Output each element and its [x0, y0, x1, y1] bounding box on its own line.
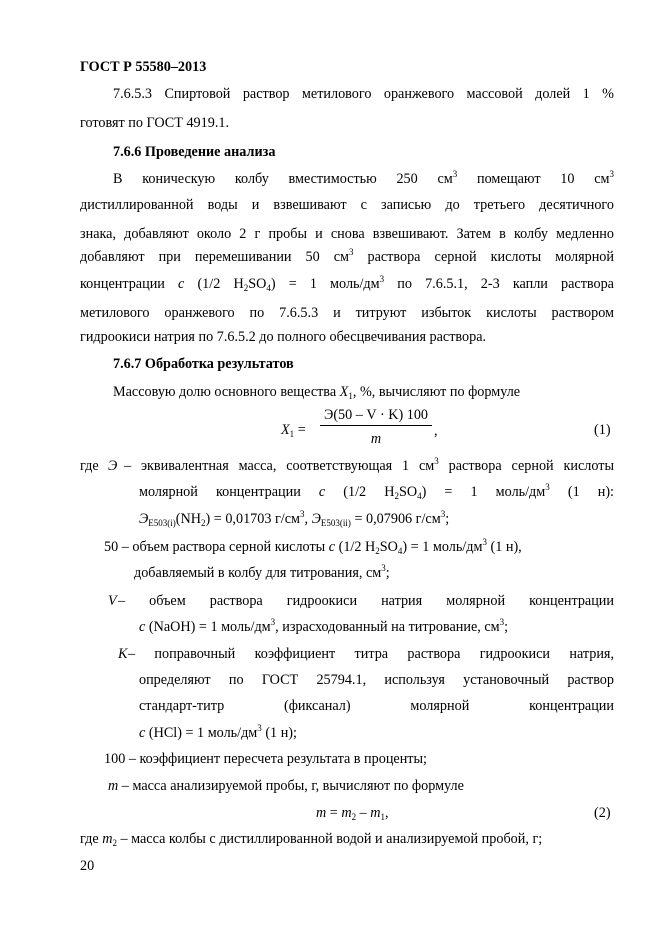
formula1-fraction: [320, 408, 432, 446]
formula1-denominator: m: [370, 431, 382, 448]
section-766-line5: концентрации c (1/2 $H_2SO_4) = 1$ моль/$дм^3$ по 7.6.5.1, 2-3 капли раствора: [80, 274, 614, 293]
legend-e-line3: $Э_{E503(i)}(NH_2) = 0,01703$ $г/см^3$, $Э_{E503(ii)} = 0,07906$ $г/см^3$;: [139, 509, 450, 528]
legend-e-line1: – эквивалентная масса, соответствующая 1 $см^3$ раствора серной кислоты: [124, 456, 614, 474]
formula1-number: (1): [594, 422, 611, 438]
formula2: $m = m_2 - m_1$,: [316, 805, 389, 822]
paragraph-7653-line2: готовят по ГОСТ 4919.1.: [80, 115, 230, 131]
section-766-line2: дистиллированной воды и взвешивают с записью до третьего десятичного: [80, 197, 614, 213]
legend-e-line2: молярной концентрации c (1/2 $H_2SO_4) = 1$ моль/$дм^3$ (1 н):: [139, 482, 614, 501]
formula1-lhs: $X_1$ =: [281, 422, 306, 439]
formula2-number: (2): [594, 805, 611, 821]
legend-m: m – масса анализируемой пробы, г, вычисляют по формуле: [108, 778, 464, 794]
section-766-line6: метилового оранжевого по 7.6.5.3 и титруют избыток кислоты раствором: [80, 305, 614, 321]
section-766-line3: знака, добавляют около 2 г пробы и снова взвешивают. Затем в колбу медленно: [80, 226, 614, 242]
document-id: ГОСТ Р 55580–2013: [80, 59, 207, 75]
page-number: 20: [80, 858, 95, 874]
legend-v-symbol: V: [108, 593, 117, 609]
legend-k-line2: определяют по ГОСТ 25794.1, используя установочный раствор: [139, 672, 614, 688]
legend-k-symbol: K: [118, 646, 128, 662]
legend-k-line3: стандарт-титр (фиксанал) молярной концентрации: [139, 698, 614, 714]
paragraph-7653-line1: 7.6.5.3 Спиртовой раствор метилового оранжевого массовой долей 1 %: [113, 86, 614, 102]
legend-e-symbol: Э: [108, 458, 118, 474]
formula1-comma: ,: [434, 423, 438, 439]
legend-where: где: [80, 458, 99, 474]
section-766-line1: В коническую колбу вместимостью 250 $см^3$ помещают 10 $см^3$: [113, 169, 614, 187]
legend-50-line2: добавляемый в колбу для титрования, $см^3$;: [134, 563, 390, 581]
formula1-numerator: Э(50 – V · K) 100: [320, 408, 432, 426]
legend-k-line4: c (HCl) = 1 моль/$дм^3$ (1 н);: [139, 723, 297, 741]
legend-v-line2: c (NaOH) = 1 моль/$дм^3$, израсходованный на титрование, $см^3$;: [139, 617, 509, 635]
section-767-intro: Массовую долю основного вещества $X_1$, %, вычисляют по формуле: [113, 384, 521, 401]
last-line: где $m_2$ – масса колбы с дистиллированной водой и анализируемой пробой, г;: [80, 831, 543, 848]
legend-v-line1: – объем раствора гидроокиси натрия молярной концентрации: [118, 593, 614, 609]
legend-100: 100 – коэффициент пересчета результата в проценты;: [104, 751, 427, 767]
section-766-line7: гидроокиси натрия по 7.6.5.2 до полного обесцвечивания раствора.: [80, 329, 487, 345]
legend-k-line1: – поправочный коэффициент титра раствора гидроокиси натрия,: [128, 646, 614, 662]
legend-50-line1: 50 – объем раствора серной кислоты c (1/2 $H_2SO_4) = 1$ моль/$дм^3$ (1 н),: [104, 537, 522, 556]
section-heading-766: 7.6.6 Проведение анализа: [113, 144, 276, 160]
section-766-line4: добавляют при перемешивании 50 $см^3$ раствора серной кислоты молярной: [80, 247, 614, 265]
section-heading-767: 7.6.7 Обработка результатов: [113, 356, 294, 372]
